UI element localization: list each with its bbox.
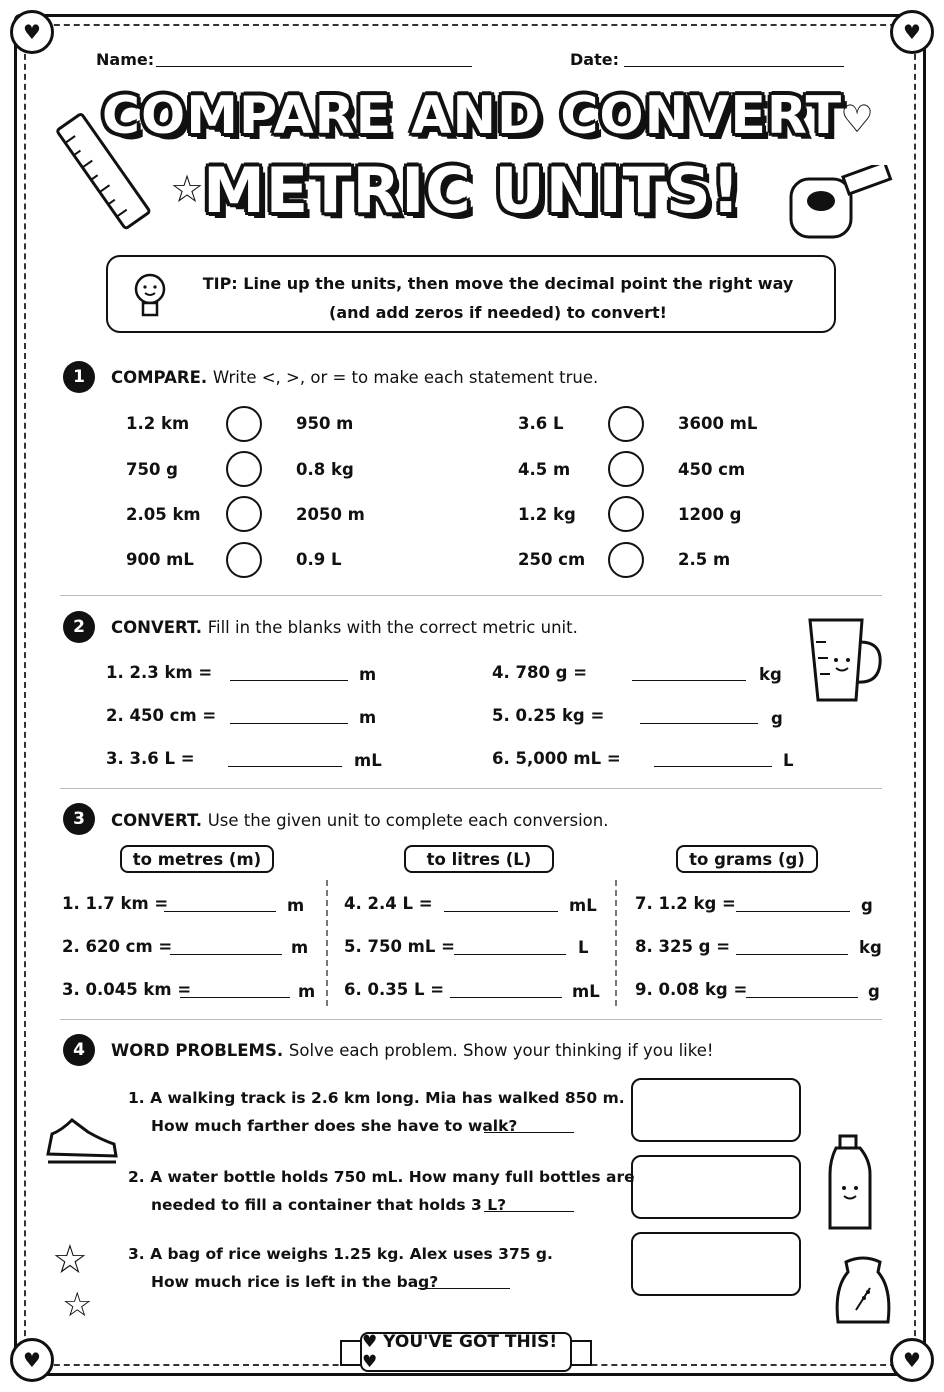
section-number-badge: 2	[63, 611, 95, 643]
convert-question: 3. 0.045 km =	[62, 980, 192, 999]
tape-measure-icon	[785, 165, 895, 245]
convert-question: 7. 1.2 kg =	[635, 894, 736, 913]
compare-left-b: 0.9 L	[296, 550, 342, 569]
sneaker-icon	[42, 1110, 122, 1170]
work-box[interactable]	[631, 1232, 801, 1296]
section1-title: COMPARE.	[111, 368, 208, 387]
column-header-grams: to grams (g)	[676, 845, 818, 873]
heart-icon: ♡	[840, 97, 875, 141]
star-icon: ☆	[52, 1237, 88, 1283]
name-field[interactable]	[156, 66, 472, 67]
answer-unit: m	[359, 708, 377, 727]
compare-answer-circle[interactable]	[608, 542, 644, 578]
corner-heart-icon: ♥	[10, 10, 54, 54]
section3-instruction: Use the given unit to complete each conversion.	[207, 811, 609, 830]
compare-left-a: 750 g	[126, 460, 178, 479]
convert-question: 3. 3.6 L =	[106, 749, 195, 768]
answer-blank[interactable]	[230, 680, 348, 681]
star-icon: ☆	[170, 167, 205, 211]
section-number-badge: 4	[63, 1034, 95, 1066]
corner-heart-icon: ♥	[890, 10, 934, 54]
answer-blank[interactable]	[654, 766, 772, 767]
column-header-metres: to metres (m)	[120, 845, 274, 873]
convert-question: 6. 5,000 mL =	[492, 749, 621, 768]
rice-bag-icon	[828, 1252, 898, 1328]
word-problem-line2: How much rice is left in the bag?	[151, 1273, 439, 1291]
compare-left-a: 2.05 km	[126, 505, 201, 524]
corner-heart-icon: ♥	[10, 1338, 54, 1382]
answer-unit: m	[287, 896, 305, 915]
column-divider	[615, 880, 617, 1006]
answer-blank[interactable]	[444, 911, 558, 912]
answer-blank[interactable]	[450, 997, 562, 998]
page-title-line1: COMPARE AND CONVERT	[101, 86, 843, 146]
section4-title: WORD PROBLEMS.	[111, 1041, 284, 1060]
compare-answer-circle[interactable]	[226, 542, 262, 578]
column-divider	[326, 880, 328, 1006]
convert-question: 1. 1.7 km =	[62, 894, 169, 913]
compare-left-b: 0.8 kg	[296, 460, 354, 479]
answer-unit: kg	[859, 938, 882, 957]
answer-unit: mL	[572, 982, 600, 1001]
tip-box	[106, 255, 836, 333]
answer-unit: m	[359, 665, 377, 684]
answer-blank[interactable]	[180, 997, 290, 998]
compare-answer-circle[interactable]	[226, 406, 262, 442]
measuring-cup-icon	[800, 612, 890, 708]
section-divider	[60, 788, 882, 789]
convert-question: 4. 780 g =	[492, 663, 588, 682]
section-divider	[60, 1019, 882, 1020]
answer-unit: m	[291, 938, 309, 957]
encouragement-banner: ♥ YOU'VE GOT THIS! ♥	[360, 1332, 572, 1372]
water-bottle-icon	[826, 1130, 886, 1234]
work-box[interactable]	[631, 1078, 801, 1142]
date-field[interactable]	[624, 66, 844, 67]
word-problem-line2: needed to fill a container that holds 3 L?	[151, 1196, 507, 1214]
answer-blank[interactable]	[454, 954, 566, 955]
section-number-badge: 3	[63, 803, 95, 835]
tip-text	[188, 269, 808, 327]
answer-blank[interactable]	[484, 1132, 574, 1133]
tip-line2: (and add zeros if needed) to convert!	[329, 303, 667, 322]
section4-instruction: Solve each problem. Show your thinking if you like!	[288, 1041, 714, 1060]
answer-blank[interactable]	[230, 723, 348, 724]
section1-instruction: Write <, >, or = to make each statement true.	[212, 368, 599, 387]
compare-right-b: 2.5 m	[678, 550, 731, 569]
answer-blank[interactable]	[170, 954, 282, 955]
word-problem-line2: How much farther does she have to walk?	[151, 1117, 518, 1135]
section-divider	[60, 595, 882, 596]
convert-question: 4. 2.4 L =	[344, 894, 433, 913]
lightbulb-icon	[126, 267, 174, 325]
section1-heading	[111, 368, 598, 387]
section2-heading	[111, 618, 578, 637]
section-number-badge: 1	[63, 361, 95, 393]
answer-blank[interactable]	[418, 1288, 510, 1289]
column-header-litres: to litres (L)	[404, 845, 554, 873]
section3-heading	[111, 811, 608, 830]
page-title-line2: METRIC UNITS!	[203, 154, 741, 227]
convert-question: 9. 0.08 kg =	[635, 980, 748, 999]
answer-blank[interactable]	[228, 766, 342, 767]
corner-heart-icon: ♥	[890, 1338, 934, 1382]
compare-answer-circle[interactable]	[226, 451, 262, 487]
answer-unit: L	[783, 751, 794, 770]
convert-question: 6. 0.35 L =	[344, 980, 445, 999]
compare-left-a: 1.2 km	[126, 414, 190, 433]
compare-right-a: 3.6 L	[518, 414, 564, 433]
compare-left-b: 950 m	[296, 414, 354, 433]
convert-question: 2. 620 cm =	[62, 937, 173, 956]
answer-unit: L	[578, 938, 589, 957]
compare-answer-circle[interactable]	[608, 406, 644, 442]
answer-blank[interactable]	[484, 1211, 574, 1212]
answer-unit: g	[868, 982, 880, 1001]
star-icon: ☆	[62, 1285, 93, 1325]
answer-blank[interactable]	[736, 911, 850, 912]
answer-blank[interactable]	[746, 997, 858, 998]
compare-right-a: 250 cm	[518, 550, 586, 569]
compare-right-a: 4.5 m	[518, 460, 571, 479]
answer-unit: g	[861, 896, 873, 915]
answer-blank[interactable]	[164, 911, 276, 912]
convert-question: 2. 450 cm =	[106, 706, 217, 725]
answer-blank[interactable]	[632, 680, 746, 681]
answer-blank[interactable]	[640, 723, 758, 724]
compare-left-a: 900 mL	[126, 550, 194, 569]
compare-answer-circle[interactable]	[226, 496, 262, 532]
answer-unit: g	[771, 709, 783, 728]
compare-right-a: 1.2 kg	[518, 505, 576, 524]
section4-heading	[111, 1041, 714, 1060]
convert-question: 5. 750 mL =	[344, 937, 455, 956]
answer-unit: kg	[759, 665, 782, 684]
date-label: Date:	[570, 50, 619, 69]
compare-answer-circle[interactable]	[608, 496, 644, 532]
ruler-icon	[50, 100, 160, 240]
convert-question: 5. 0.25 kg =	[492, 706, 605, 725]
convert-question: 1. 2.3 km =	[106, 663, 213, 682]
tip-line1: TIP: Line up the units, then move the decimal point the right way	[202, 274, 794, 293]
answer-blank[interactable]	[736, 954, 848, 955]
word-problem-line1: 3. A bag of rice weighs 1.25 kg. Alex uses 375 g.	[128, 1245, 553, 1263]
section2-title: CONVERT.	[111, 618, 202, 637]
answer-unit: mL	[354, 751, 382, 770]
section3-title: CONVERT.	[111, 811, 202, 830]
name-label: Name:	[96, 50, 155, 69]
compare-left-b: 2050 m	[296, 505, 365, 524]
section2-instruction: Fill in the blanks with the correct metric unit.	[207, 618, 578, 637]
compare-right-b: 3600 mL	[678, 414, 758, 433]
word-problem-line1: 2. A water bottle holds 750 mL. How many full bottles are	[128, 1168, 635, 1186]
compare-right-b: 450 cm	[678, 460, 746, 479]
answer-unit: mL	[569, 896, 597, 915]
compare-answer-circle[interactable]	[608, 451, 644, 487]
work-box[interactable]	[631, 1155, 801, 1219]
compare-right-b: 1200 g	[678, 505, 742, 524]
convert-question: 8. 325 g =	[635, 937, 731, 956]
answer-unit: m	[298, 982, 316, 1001]
word-problem-line1: 1. A walking track is 2.6 km long. Mia has walked 850 m.	[128, 1089, 625, 1107]
